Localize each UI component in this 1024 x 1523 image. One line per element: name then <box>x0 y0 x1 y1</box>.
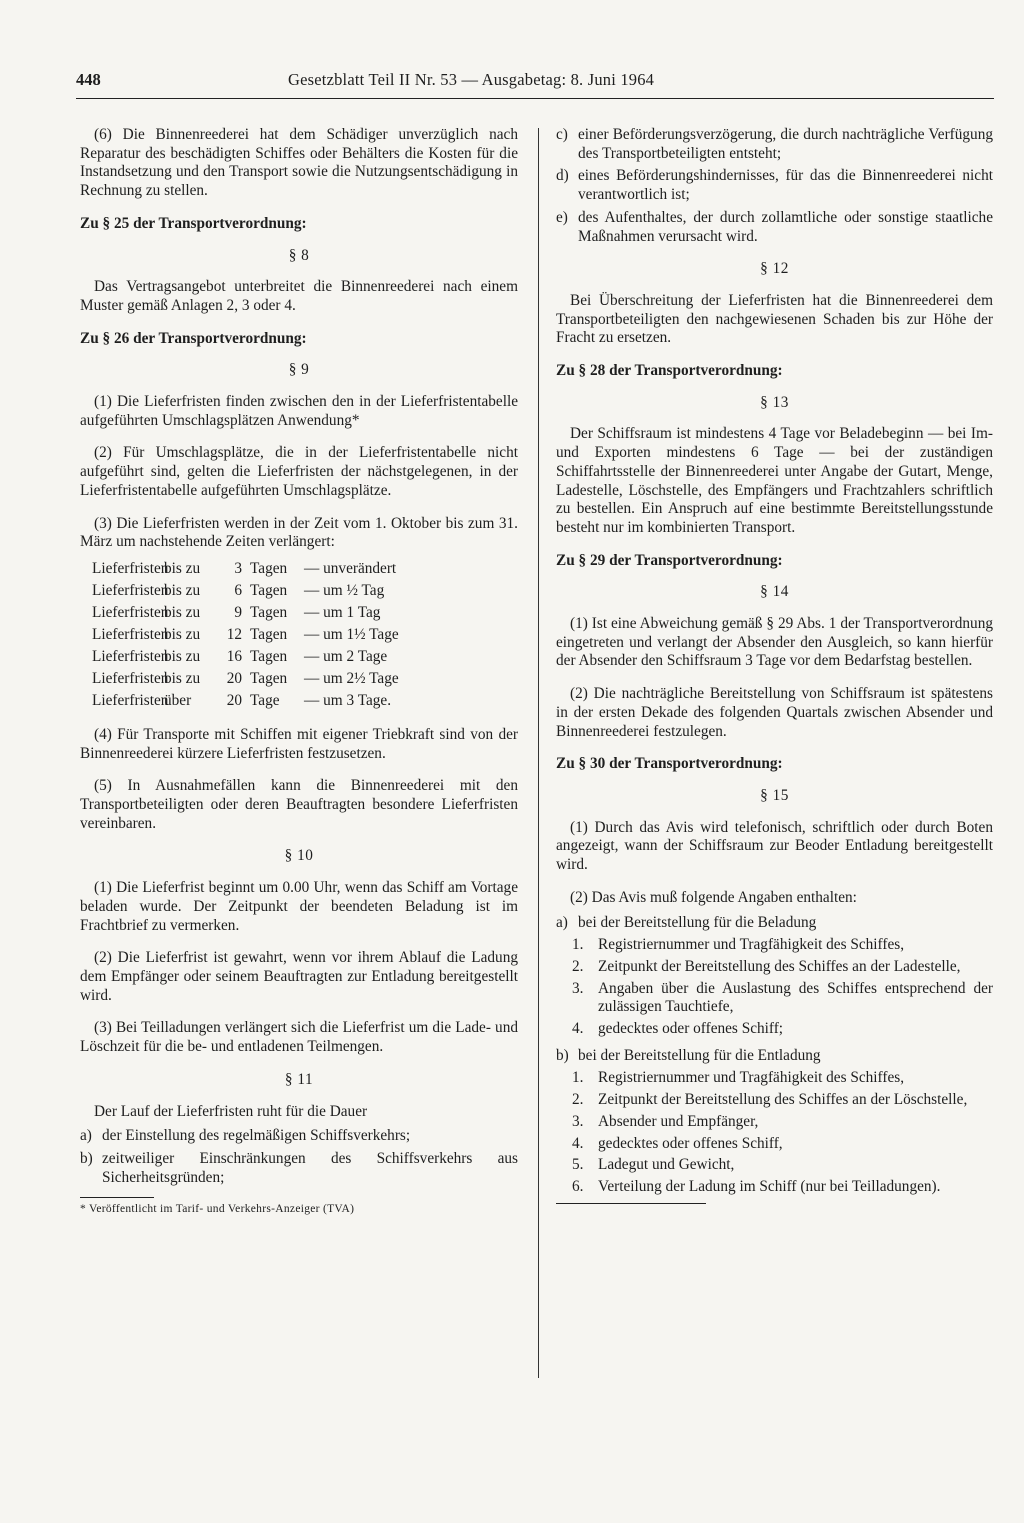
section-15-para-1: (1) Durch das Avis wird telefonisch, schriftlich oder durch Boten angezeigt, wann der Schiffsraum zur Beoder Entladung bereitgestellt wird. <box>556 818 993 874</box>
list-label: b) <box>80 1149 93 1167</box>
left-column <box>80 126 518 1216</box>
section-15-para-2: (2) Das Avis muß folgende Angaben enthalten: <box>570 888 857 906</box>
table-cell: 20 <box>226 691 242 709</box>
table-row <box>92 602 518 624</box>
list-number: 1. <box>572 936 584 954</box>
footnote: * Veröffentlicht im Tarif- und Verkehrs-Anzeiger (TVA) <box>80 1203 355 1216</box>
table-cell: 6 <box>234 581 242 599</box>
section-9-para-3: (3) Die Lieferfristen werden in der Zeit vom 1. Oktober bis zum 31. März um nachstehende Zeiten verlängert: <box>80 514 518 551</box>
sub-list-item <box>572 1156 993 1175</box>
table-cell: Tage <box>250 691 280 709</box>
list-text: Zeitpunkt der Bereitstellung des Schiffes an der Löschstelle, <box>598 1091 968 1109</box>
header-title: Gesetzblatt Teil II Nr. 53 — Ausgabetag: 8. Juni 1964 <box>288 70 655 89</box>
end-rule <box>556 1203 706 1204</box>
list-text: eines Beförderungshindernisses, für das die Binnenreederei nicht verantwortlich ist; <box>578 167 993 204</box>
list-number: 3. <box>572 1112 584 1130</box>
section-10-title: § 10 <box>284 847 314 865</box>
heading-section-29: Zu § 29 der Transportverordnung: <box>556 551 783 569</box>
list-number: 4. <box>572 1134 584 1152</box>
table-cell: Tagen <box>250 669 288 687</box>
heading-section-30: Zu § 30 der Transportverordnung: <box>556 755 783 773</box>
section-10-para-1: (1) Die Lieferfrist beginnt um 0.00 Uhr, wenn das Schiff am Vortage beladen wurde. Der Zeitpunkt der beendeten Beladung ist im Frachtbrief zu vermerken. <box>80 879 518 934</box>
list-text: gedecktes oder offenes Schiff, <box>598 1134 783 1152</box>
list-text: Ladegut und Gewicht, <box>598 1156 735 1174</box>
sub-list-item <box>572 1178 993 1197</box>
section-13-text: Der Schiffsraum ist mindestens 4 Tage vor Beladebeginn — bei Im- und Exporten mindestens 6 Tage — bei der zuständigen Schiffahrtsstelle der Binnenreederei unter Angabe der Gutart, Menge, Ladestelle, Löschstelle, des Empfängers und Frachtzahlers schriftlich zu bestellen. Ein Anspruch auf eine bestimmte Bereitstellungsstunde besteht nur im kombinierten Transport. <box>556 425 993 536</box>
list-label: b) <box>556 1046 569 1064</box>
section-14-para-2: (2) Die nachträgliche Bereitstellung von Schiffsraum ist spätestens in der ersten Dekade des folgenden Quartals zwischen Absender und Binnenreederei festzulegen. <box>556 685 993 740</box>
table-cell: — unverändert <box>304 559 397 577</box>
section-10-para-3: (3) Bei Teilladungen verlängert sich die Lieferfrist um die Lade- und Löschzeit für die be- und entladenen Teilmengen. <box>80 1019 518 1056</box>
section-8-text: Das Vertragsangebot unterbreitet die Binnenreederei nach einem Muster gemäß Anlagen 2, 3 oder 4. <box>80 278 518 314</box>
table-row <box>92 646 518 668</box>
table-cell: Tagen <box>250 625 288 643</box>
table-cell: bis zu <box>164 647 201 665</box>
table-cell: Lieferfristen <box>92 647 169 665</box>
sub-list-item <box>572 958 993 977</box>
table-cell: 3 <box>234 559 242 577</box>
list-item <box>556 1047 993 1066</box>
list-label: a) <box>556 913 568 931</box>
section-11-title: § 11 <box>284 1070 314 1088</box>
list-text: Absender und Empfänger, <box>598 1112 759 1130</box>
section-9-para-5: (5) In Ausnahmefällen kann die Binnenreederei mit den Transportbeteiligten oder deren Beauftragten besondere Lieferfristen vereinbaren. <box>80 777 518 832</box>
page-header <box>76 64 994 99</box>
sub-list-item <box>572 1091 993 1110</box>
table-cell: — um 2 Tage <box>304 647 388 665</box>
table-cell: bis zu <box>164 603 201 621</box>
list-text: bei der Bereitstellung für die Entladung <box>578 1046 821 1064</box>
list-text: Zeitpunkt der Bereitstellung des Schiffes an der Ladestelle, <box>598 957 961 975</box>
list-text: Verteilung der Ladung im Schiff (nur bei Teilladungen). <box>598 1177 941 1195</box>
list-number: 5. <box>572 1156 584 1174</box>
table-cell: 20 <box>226 669 242 687</box>
table-row <box>92 690 518 712</box>
list-text: einer Beförderungsverzögerung, die durch nachträgliche Verfügung des Transportbeteiligten entsteht; <box>578 126 993 162</box>
table-cell: Tagen <box>250 647 288 665</box>
sub-list-item <box>572 1113 993 1132</box>
list-item <box>80 1150 518 1187</box>
delivery-period-table <box>92 558 518 712</box>
table-row <box>92 558 518 580</box>
table-cell: Lieferfristen <box>92 625 169 643</box>
page-number: 448 <box>76 70 101 89</box>
list-item <box>556 167 993 204</box>
list-text: des Aufenthaltes, der durch zollamtliche oder sonstige staatliche Maßnahmen verursacht wird. <box>578 208 993 245</box>
section-9-para-1: (1) Die Lieferfristen finden zwischen den in der Lieferfristentabelle aufgeführten Umschlagsplätzen Anwendung* <box>80 393 518 429</box>
table-cell: Lieferfristen <box>92 603 169 621</box>
list-text: gedecktes oder offenes Schiff; <box>598 1020 784 1038</box>
sub-list-item <box>572 1135 993 1154</box>
list-text: Angaben über die Auslastung des Schiffes entsprechend der zulässigen Tauchtiefe, <box>598 979 993 1016</box>
table-cell: — um 1 Tag <box>304 603 381 621</box>
section-13-title: § 13 <box>760 393 789 411</box>
list-label: d) <box>556 167 569 185</box>
sub-list-item <box>572 980 993 1017</box>
list-item <box>556 914 993 933</box>
sub-list-item <box>572 1069 993 1088</box>
right-column <box>556 126 993 1204</box>
column-divider <box>538 128 539 1378</box>
section-12-text: Bei Überschreitung der Lieferfristen hat die Binnenreederei dem Transportbeteiligten den nachgewiesenen Schaden bis zur Höhe der Fracht zu ersetzen. <box>556 291 993 347</box>
footnote-rule <box>80 1197 154 1198</box>
table-cell: Lieferfristen <box>92 581 169 599</box>
table-cell: Tagen <box>250 581 288 599</box>
paragraph-6: (6) Die Binnenreederei hat dem Schädiger unverzüglich nach Reparatur des beschädigten Schiffes oder Behälters die Kosten für die Instandsetzung und den Transport sowie die Nutzungsentschädigung in Rechnung zu stellen. <box>80 126 518 200</box>
list-label: e) <box>556 208 568 226</box>
table-cell: — um 2½ Tage <box>304 669 399 687</box>
heading-section-28: Zu § 28 der Transportverordnung: <box>556 362 783 380</box>
table-cell: — um 1½ Tage <box>304 625 399 643</box>
list-item <box>556 209 993 246</box>
section-14-title: § 14 <box>760 583 789 601</box>
list-text: zeitweiliger Einschränkungen des Schiffsverkehrs aus Sicherheitsgründen; <box>102 1149 518 1186</box>
sub-list-item <box>572 1020 993 1039</box>
table-cell: bis zu <box>164 669 201 687</box>
section-11-intro: Der Lauf der Lieferfristen ruht für die Dauer <box>94 1102 368 1120</box>
table-cell: bis zu <box>164 559 201 577</box>
list-text: bei der Bereitstellung für die Beladung <box>578 913 817 931</box>
table-cell: Lieferfristen <box>92 691 169 709</box>
table-row <box>92 668 518 690</box>
list-label: c) <box>556 126 568 143</box>
table-cell: Lieferfristen <box>92 559 169 577</box>
list-number: 3. <box>572 979 584 997</box>
table-cell: Tagen <box>250 559 288 577</box>
section-12-title: § 12 <box>760 260 789 278</box>
section-14-para-1: (1) Ist eine Abweichung gemäß § 29 Abs. 1 der Transportverordnung eingetreten und verlangt der Absender den Ausgleich, so kann hierfür der Absender den Schiffsraum 3 Tage vor dem Bedarfstag bestellen. <box>556 615 993 670</box>
table-cell: bis zu <box>164 581 201 599</box>
list-number: 1. <box>572 1069 584 1087</box>
table-row <box>92 580 518 602</box>
sub-list-item <box>572 936 993 955</box>
heading-section-25: Zu § 25 der Transportverordnung: <box>80 214 307 232</box>
heading-section-26: Zu § 26 der Transportverordnung: <box>80 329 307 347</box>
section-9-para-2: (2) Für Umschlagsplätze, die in der Lieferfristentabelle nicht aufgeführt sind, gelten die Lieferfristen der nächstgelegenen, in der Lieferfristentabelle aufgeführten Umschlagsplätze. <box>80 444 518 499</box>
list-number: 2. <box>572 1091 584 1109</box>
list-number: 4. <box>572 1020 584 1038</box>
section-10-para-2: (2) Die Lieferfrist ist gewahrt, wenn vor ihrem Ablauf die Ladung dem Empfänger oder seinem Beauftragten zur Entladung bereitgestellt wird. <box>80 949 518 1004</box>
table-cell: Lieferfristen <box>92 669 169 687</box>
list-text: der Einstellung des regelmäßigen Schiffsverkehrs; <box>102 1127 411 1145</box>
table-cell: Tagen <box>250 603 288 621</box>
table-cell: — um ½ Tag <box>304 581 385 599</box>
list-item <box>80 1127 518 1146</box>
section-9-title: § 9 <box>288 361 310 379</box>
list-text: Registriernummer und Tragfähigkeit des Schiffes, <box>598 1069 905 1087</box>
table-cell: 12 <box>226 625 242 643</box>
list-label: a) <box>80 1127 92 1145</box>
table-cell: 9 <box>234 603 242 621</box>
list-text: Registriernummer und Tragfähigkeit des Schiffes, <box>598 936 905 954</box>
table-row <box>92 624 518 646</box>
table-cell: bis zu <box>164 625 201 643</box>
list-number: 6. <box>572 1177 584 1195</box>
section-8-title: § 8 <box>288 246 310 264</box>
table-cell: 16 <box>226 647 242 665</box>
section-15-title: § 15 <box>760 786 789 804</box>
list-number: 2. <box>572 957 584 975</box>
table-cell: über <box>164 691 192 709</box>
table-cell: — um 3 Tage. <box>304 691 392 709</box>
list-item <box>556 126 993 163</box>
section-9-para-4: (4) Für Transporte mit Schiffen mit eigener Triebkraft sind von der Binnenreederei kürzere Lieferfristen festzusetzen. <box>80 725 518 762</box>
